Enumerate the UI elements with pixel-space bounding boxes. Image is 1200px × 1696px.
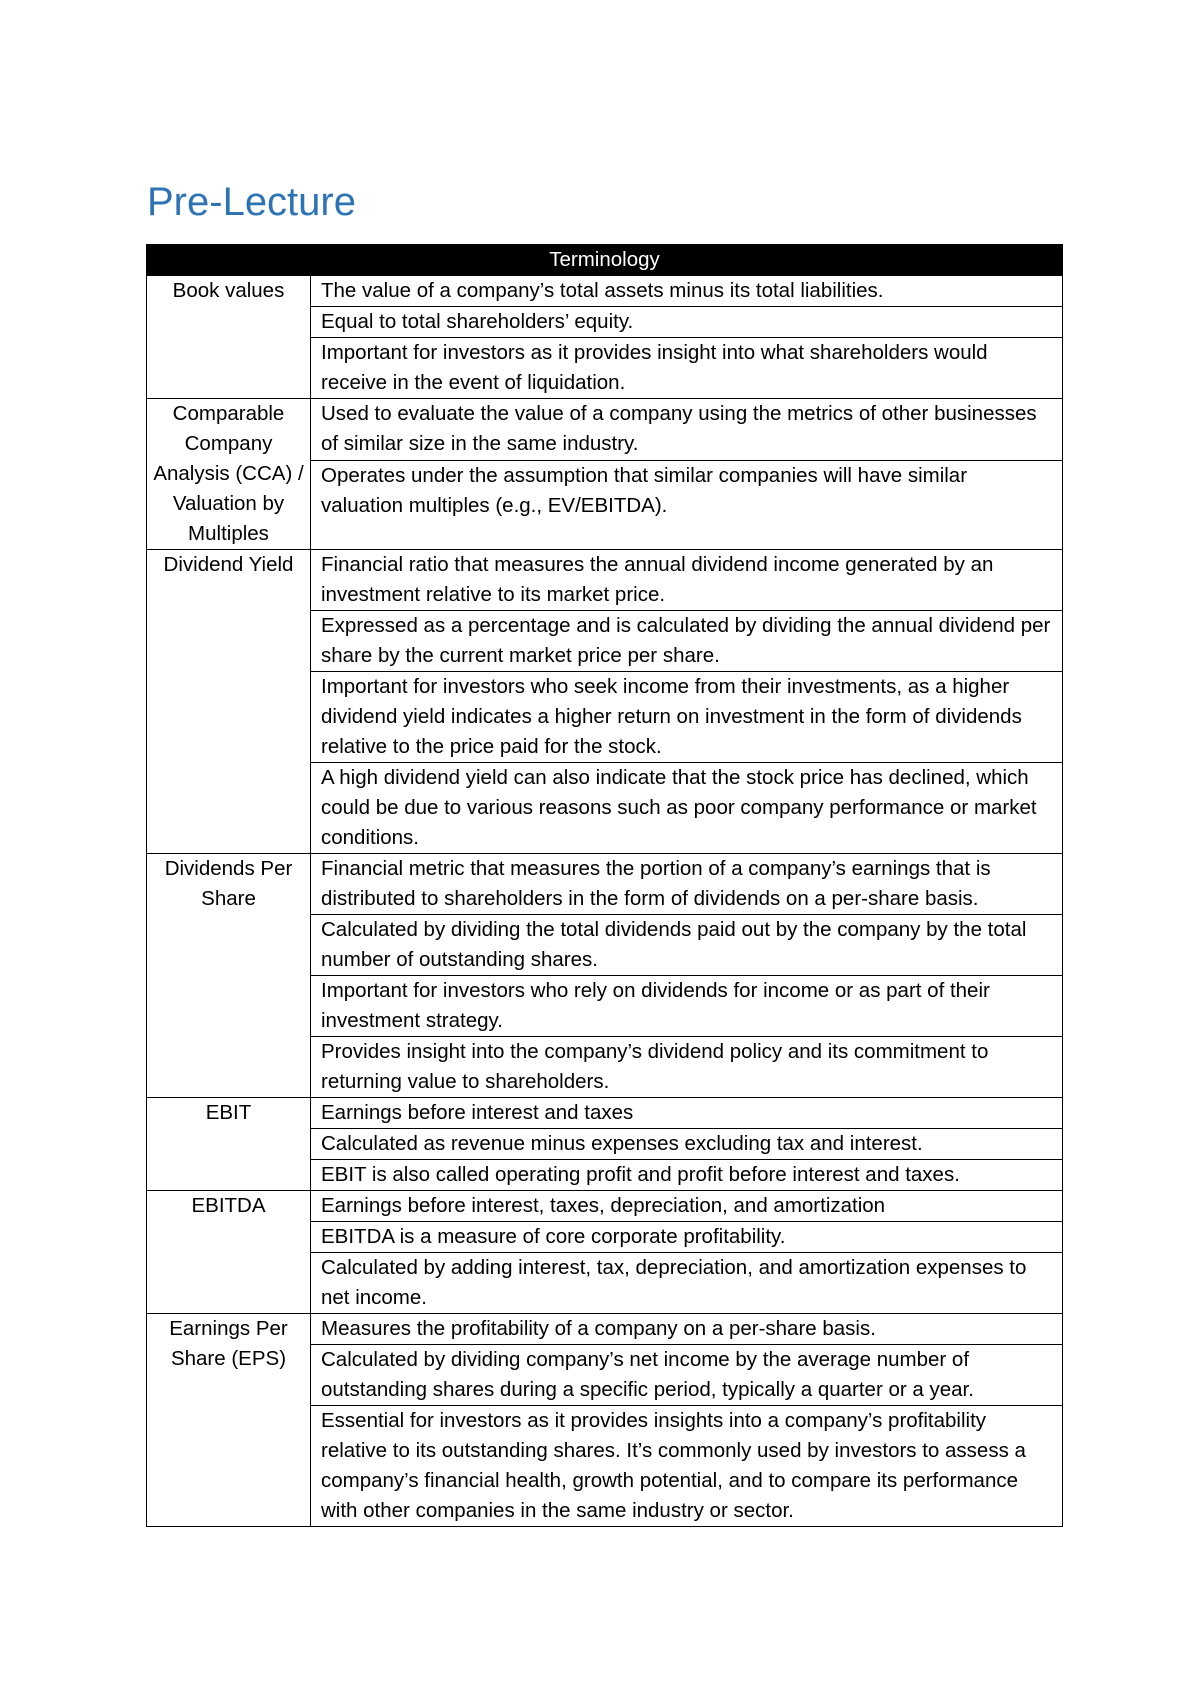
- definition-cell: Financial ratio that measures the annual dividend income generated by an investment relative to its market price.: [311, 550, 1063, 611]
- terminology-table: [146, 244, 1063, 1527]
- table-row: [147, 276, 1063, 307]
- term-cell: Earnings Per Share (EPS): [147, 1314, 311, 1527]
- term-cell: Dividends Per Share: [147, 854, 311, 1098]
- definition-cell: A high dividend yield can also indicate that the stock price has declined, which could be due to various reasons such as poor company performance or market conditions.: [311, 763, 1063, 854]
- table-row: [147, 1098, 1063, 1129]
- definition-cell: EBITDA is a measure of core corporate profitability.: [311, 1222, 1063, 1253]
- definition-cell: Essential for investors as it provides insights into a company’s profitability relative to its outstanding shares. It’s commonly used by investors to assess a company’s financial health, growth potential, and to compare its performance with other companies in the same industry or sector.: [311, 1406, 1063, 1527]
- table-header-row: [147, 245, 1063, 276]
- table-row: [147, 550, 1063, 611]
- definition-cell: Used to evaluate the value of a company using the metrics of other businesses of similar size in the same industry.: [311, 399, 1063, 461]
- definition-cell: Earnings before interest, taxes, depreciation, and amortization: [311, 1191, 1063, 1222]
- definition-cell: Earnings before interest and taxes: [311, 1098, 1063, 1129]
- definition-cell: The value of a company’s total assets minus its total liabilities.: [311, 276, 1063, 307]
- term-cell: Book values: [147, 276, 311, 399]
- definition-cell: Important for investors who rely on dividends for income or as part of their investment strategy.: [311, 976, 1063, 1037]
- term-cell: EBITDA: [147, 1191, 311, 1314]
- definition-cell: Expressed as a percentage and is calculated by dividing the annual dividend per share by the current market price per share.: [311, 611, 1063, 672]
- definition-cell: Financial metric that measures the portion of a company’s earnings that is distributed to shareholders in the form of dividends on a per-share basis.: [311, 854, 1063, 915]
- term-cell: Dividend Yield: [147, 550, 311, 854]
- term-cell: Comparable Company Analysis (CCA) / Valuation by Multiples: [147, 399, 311, 550]
- table-row: [147, 399, 1063, 461]
- table-header: Terminology: [147, 245, 1063, 276]
- definition-cell: Important for investors as it provides insight into what shareholders would receive in the event of liquidation.: [311, 338, 1063, 399]
- definition-cell: Calculated by dividing company’s net income by the average number of outstanding shares during a specific period, typically a quarter or a year.: [311, 1345, 1063, 1406]
- definition-cell: Provides insight into the company’s dividend policy and its commitment to returning value to shareholders.: [311, 1037, 1063, 1098]
- definition-cell: Calculated by dividing the total dividends paid out by the company by the total number of outstanding shares.: [311, 915, 1063, 976]
- definition-cell: Calculated as revenue minus expenses excluding tax and interest.: [311, 1129, 1063, 1160]
- definition-cell: Operates under the assumption that similar companies will have similar valuation multiples (e.g., EV/EBITDA).: [311, 461, 1063, 550]
- table-row: [147, 1314, 1063, 1345]
- definition-cell: Important for investors who seek income from their investments, as a higher dividend yield indicates a higher return on investment in the form of dividends relative to the price paid for the stock.: [311, 672, 1063, 763]
- definition-cell: Equal to total shareholders’ equity.: [311, 307, 1063, 338]
- definition-cell: Calculated by adding interest, tax, depreciation, and amortization expenses to net income.: [311, 1253, 1063, 1314]
- definition-cell: Measures the profitability of a company on a per-share basis.: [311, 1314, 1063, 1345]
- table-row: [147, 1191, 1063, 1222]
- table-row: [147, 854, 1063, 915]
- page-title: Pre-Lecture: [147, 180, 356, 224]
- definition-cell: EBIT is also called operating profit and profit before interest and taxes.: [311, 1160, 1063, 1191]
- term-cell: EBIT: [147, 1098, 311, 1191]
